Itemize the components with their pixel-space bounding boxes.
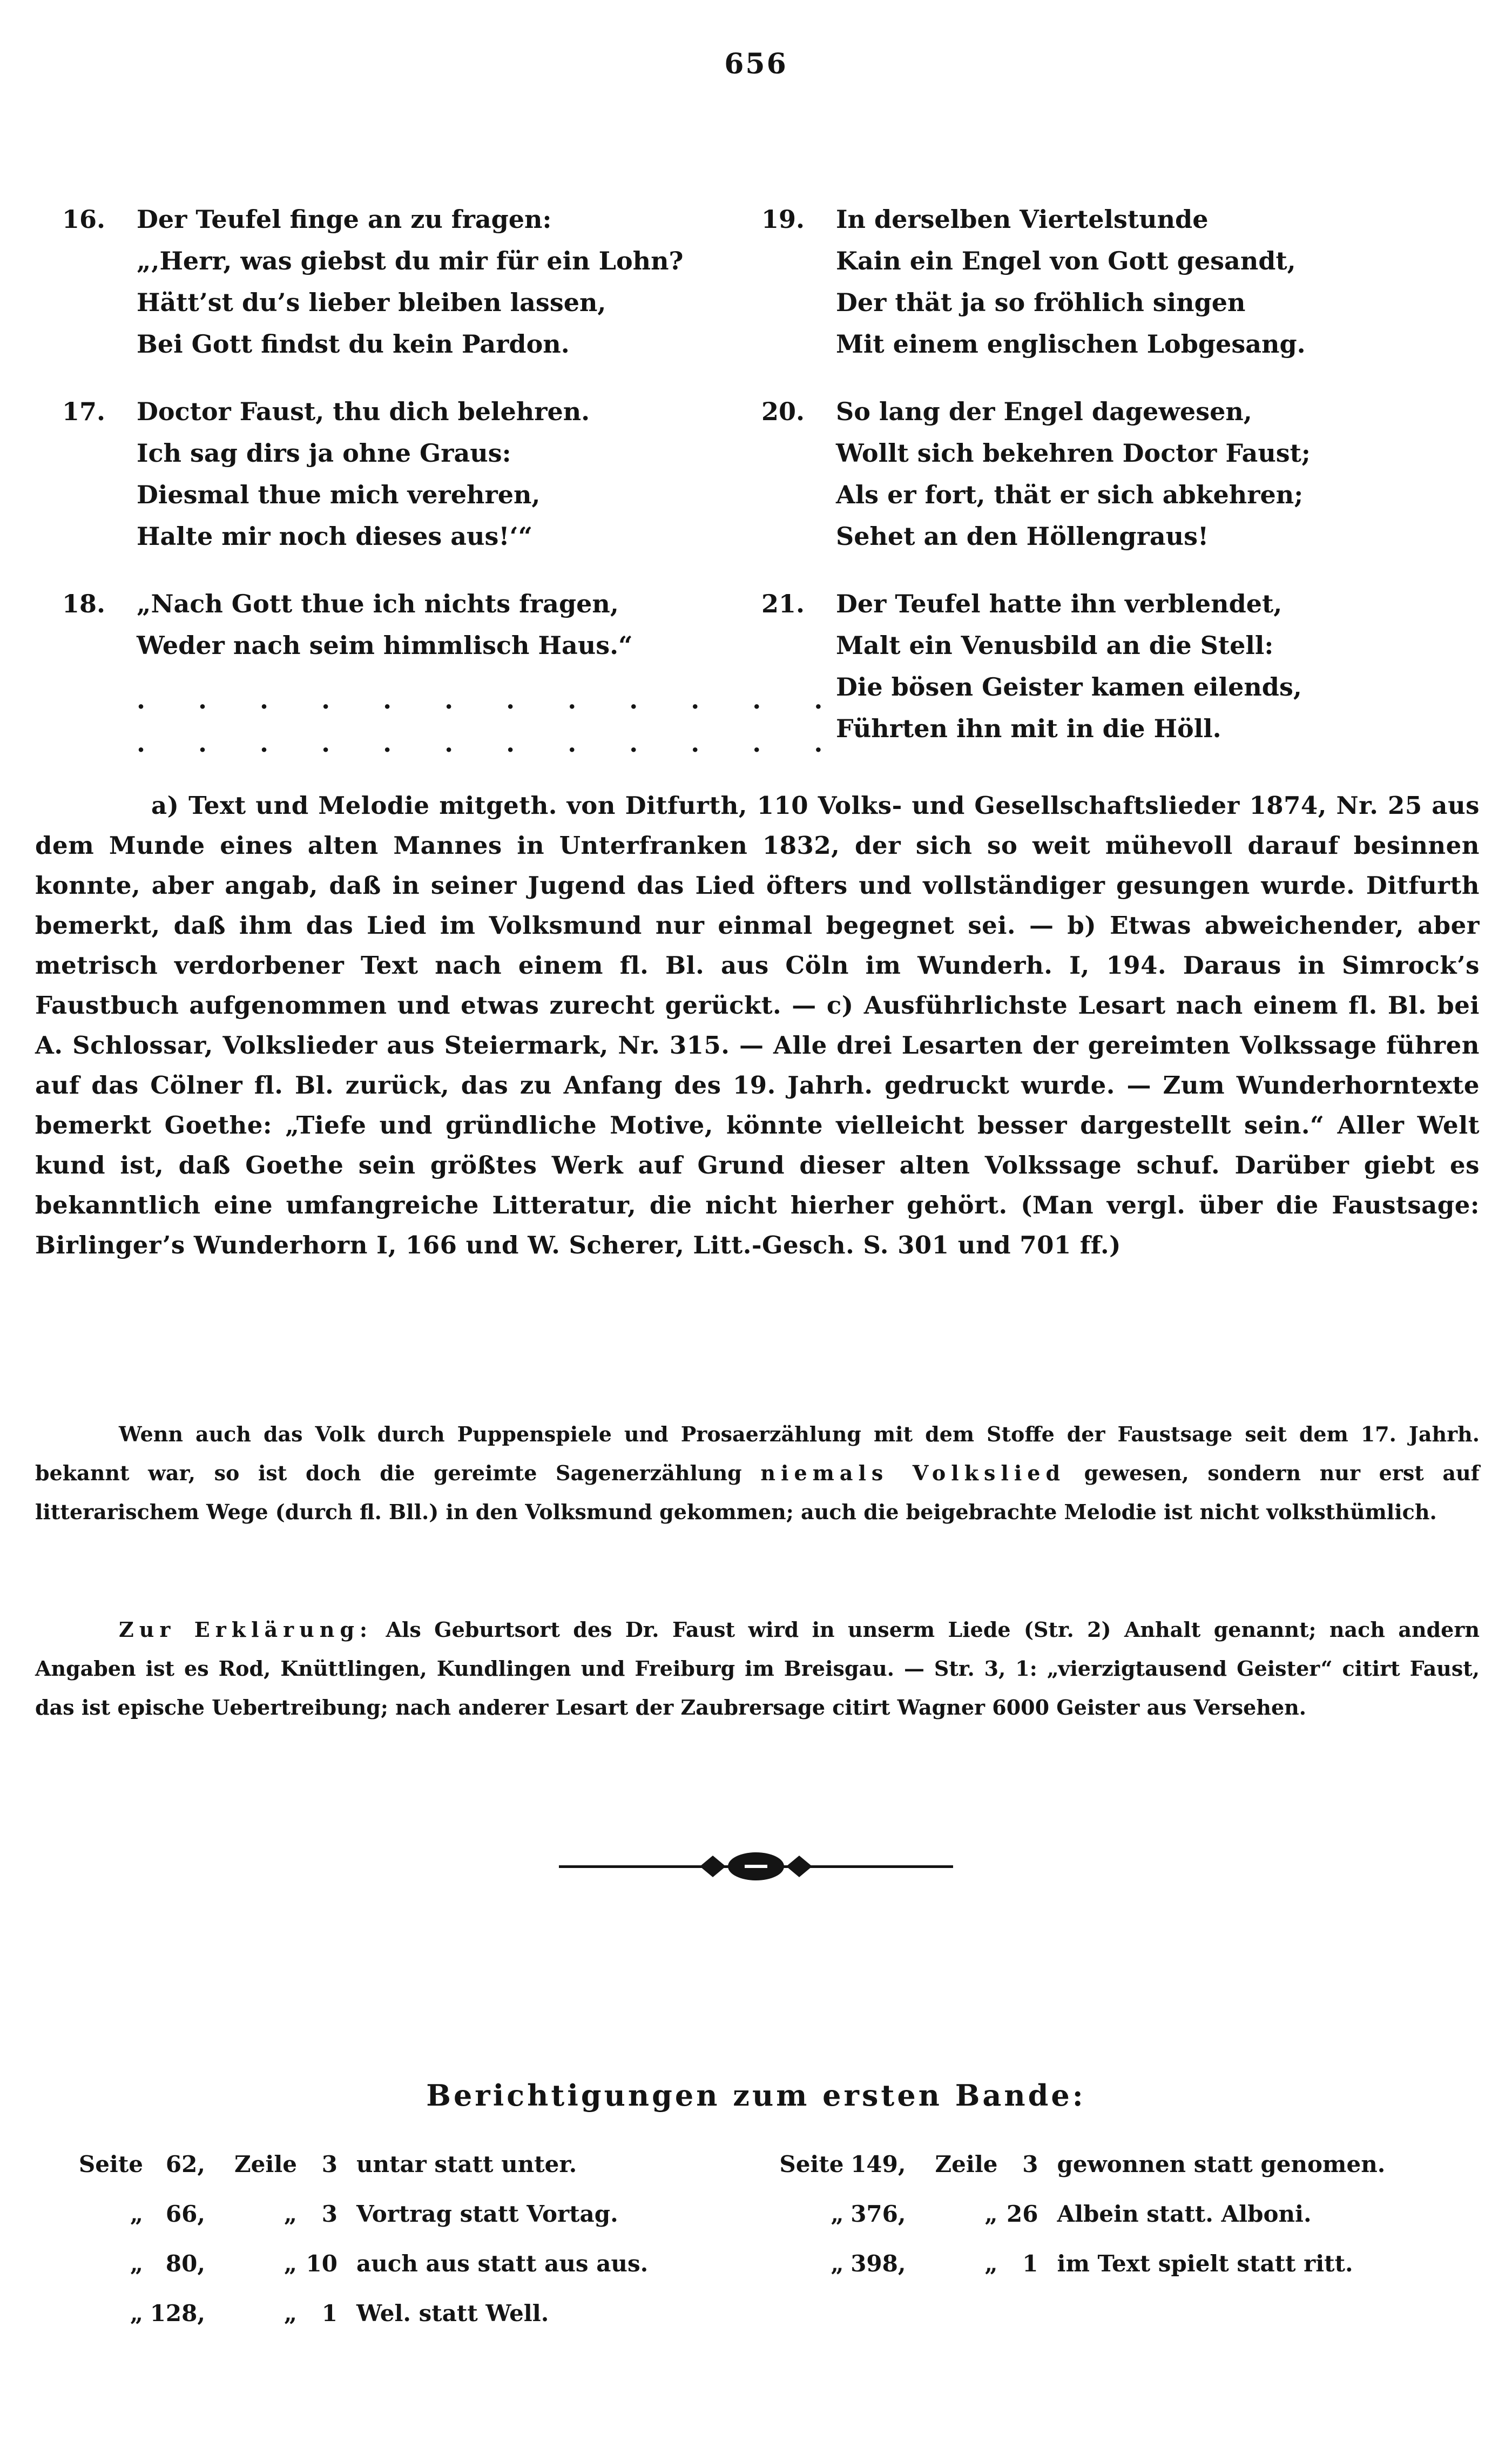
correction-line-number: 26 [1007,2201,1038,2227]
verse-line: Der Teufel finge an zu fragen: [137,205,552,234]
correction-line-number: 10 [306,2250,338,2277]
stanza-number: 18. [62,589,106,618]
correction-row [62,2289,763,2338]
correction-page-number: 376, [850,2201,906,2227]
verse-line: So lang der Engel dagewesen, [836,397,1252,426]
correction-zeile-label: „ [284,2300,297,2326]
correction-line-number: 3 [1022,2151,1038,2177]
correction-row [62,2140,763,2189]
dotted-line: . . . . . . . . . . . . [137,729,823,758]
note-text-before: Wenn auch das Volk durch Puppenspiele und Prosaerzählung mit dem Stoffe der Faustsage seit dem 17. Jahrh. bekannt war, so ist doch die gereimte Sagenerzählung [35,1422,1480,1485]
correction-seite-label: „ [130,2300,143,2326]
correction-text: Wel. statt Well. [356,2300,549,2326]
stanza-21 [761,583,1461,750]
note-volkslied-paragraph [35,1415,1480,1532]
stanza-number: 20. [761,397,805,426]
correction-row [763,2140,1464,2189]
note-emphasis: niemals Volkslied [760,1461,1066,1485]
correction-row [763,2189,1464,2239]
verse-section [62,199,1461,775]
correction-row [62,2239,763,2289]
verse-line: „Nach Gott thue ich nichts fragen, [137,589,619,618]
verse-line: Der thät ja so fröhlich singen [836,288,1246,317]
corrections-column-right [763,2140,1464,2338]
page-number: 656 [724,48,788,80]
correction-text: untar statt unter. [356,2151,577,2177]
corrections-section [62,2140,1463,2338]
correction-text: Vortrag statt Vortag. [356,2201,618,2227]
correction-zeile-label: „ [984,2201,998,2227]
correction-text: auch aus statt aus aus. [356,2250,649,2277]
verse-line: Wollt sich bekehren Doctor Faust; [836,439,1311,468]
stanza-number: 21. [761,589,805,618]
correction-seite-label: „ [130,2250,143,2277]
verse-line: Sehet an den Höllengraus! [836,522,1209,551]
corrections-column-left [62,2140,763,2338]
note-erklaerung-paragraph [35,1610,1480,1727]
verse-line: Diesmal thue mich verehren, [137,480,541,509]
correction-zeile-label: „ [984,2250,998,2277]
correction-line-number: 1 [1022,2250,1038,2277]
verse-line: Malt ein Venusbild an die Stell: [836,631,1274,660]
verse-line: Der Teufel hatte ihn verblendet, [836,589,1282,618]
correction-seite-label: „ [831,2201,844,2227]
correction-row [763,2239,1464,2289]
stanza-20 [761,391,1461,557]
correction-text: im Text spielt statt ritt. [1057,2250,1353,2277]
correction-seite-label: Seite [78,2151,143,2177]
erklaerung-label: Zur Erklärung: [119,1617,373,1642]
correction-page-number: 80, [165,2250,205,2277]
correction-zeile-label: Zeile [935,2151,998,2177]
correction-page-number: 128, [150,2300,205,2326]
correction-zeile-label: „ [284,2250,297,2277]
verse-line: Kain ein Engel von Gott gesandt, [836,246,1296,275]
verse-line: Doctor Faust, thu dich belehren. [137,397,590,426]
correction-line-number: 3 [321,2151,338,2177]
stanza-number: 17. [62,397,106,426]
correction-seite-label: „ [130,2201,143,2227]
correction-page-number: 66, [165,2201,205,2227]
verse-line: Halte mir noch dieses aus!‘“ [137,522,533,551]
verse-line: Bei Gott findst du kein Pardon. [137,329,570,359]
footnote-a-paragraph: a) Text und Melodie mitgeth. von Ditfurth, 110 Volks- und Gesellschaftslieder 1874, Nr. 25 aus dem Munde eines alten Mannes in Unterfranken 1832, der sich so weit mühevoll darauf besinnen konnte, aber angab, daß in seiner Jugend das Lied öfters und vollständiger gesungen wurde. Ditfurth bemerkt, daß ihm das Lied im Volksmund nur einmal begegnet sei. — b) Etwas abweichender, aber metrisch verdorbener Text nach einem fl. Bl. aus Cöln im Wunderh. I, 194. Daraus in Simrock’s Faustbuch aufgenommen und etwas zurecht gerückt. — c) Ausführlichste Lesart nach einem fl. Bl. bei A. Schlossar, Volkslieder aus Steiermark, Nr. 315. — Alle drei Lesarten der gereimten Volkssage führen auf das Cölner fl. Bl. zurück, das zu Anfang des 19. Jahrh. gedruckt wurde. — Zum Wunderhorntexte bemerkt Goethe: „Tiefe und gründliche Motive, könnte vielleicht besser dargestellt sein.“ Aller Welt kund ist, daß Goethe sein größtes Werk auf Grund dieser alten Volkssage schuf. Darüber giebt es bekanntlich eine umfangreiche Litteratur, die nicht hierher gehört. (Man vergl. über die Faustsage: Birlinger’s Wunderhorn I, 166 und W. Scherer, Litt.-Gesch. S. 301 und 701 ff.) [35,791,1480,1259]
stanza-number: 16. [62,205,106,234]
stanza-17 [62,391,761,557]
erklaerung-text: Als Geburtsort des Dr. Faust wird in unserm Liede (Str. 2) Anhalt genannt; nach andern Angaben ist es Rod, Knüttlingen, Kundlingen und Freiburg im Breisgau. — Str. 3, 1: „vierzigtausend Geister“ citirt Faust, das ist epische Uebertreibung; nach anderer Lesart der Zaubrersage citirt Wagner 6000 Geister aus Versehen. [35,1617,1480,1719]
correction-row [62,2189,763,2239]
verse-line: Hätt’st du’s lieber bleiben lassen, [137,288,606,317]
verse-line: Die bösen Geister kamen eilends, [836,672,1302,702]
corrections-heading: Berichtigungen zum ersten Bande: [426,2078,1086,2113]
correction-line-number: 1 [321,2300,338,2326]
verse-line: Weder nach seim himmlisch Haus.“ [137,631,633,660]
divider-ornament-icon [559,1851,953,1881]
stanza-19 [761,199,1461,365]
stanza-number: 19. [761,205,805,234]
correction-seite-label: Seite [779,2151,844,2177]
verse-line: Als er fort, thät er sich abkehren; [836,480,1304,509]
section-divider [0,1851,1512,1884]
stanza-18 [62,583,761,666]
verse-line: In derselben Viertelstunde [836,205,1209,234]
correction-page-number: 149, [850,2151,906,2177]
correction-seite-label: „ [831,2250,844,2277]
correction-page-number: 62, [165,2151,205,2177]
correction-text: gewonnen statt genomen. [1057,2151,1386,2177]
correction-text: Albein statt. Alboni. [1057,2201,1312,2227]
stanza-16 [62,199,761,365]
note-text-after: gewesen, sondern nur erst auf litterarischem Wege (durch fl. Bll.) in den Volksmund gekommen; auch die beigebrachte Melodie ist nicht volksthümlich. [35,1461,1480,1524]
correction-page-number: 398, [850,2250,906,2277]
verse-line: Mit einem englischen Lobgesang. [836,329,1306,359]
verse-line: „‚Herr, was giebst du mir für ein Lohn? [137,246,684,275]
verse-line: Ich sag dirs ja ohne Graus: [137,439,511,468]
correction-line-number: 3 [321,2201,338,2227]
correction-zeile-label: Zeile [234,2151,297,2177]
dotted-line: . . . . . . . . . . . . [137,685,823,714]
verse-column-right [761,199,1461,775]
verse-line: Führten ihn mit in die Höll. [836,714,1221,743]
correction-zeile-label: „ [284,2201,297,2227]
